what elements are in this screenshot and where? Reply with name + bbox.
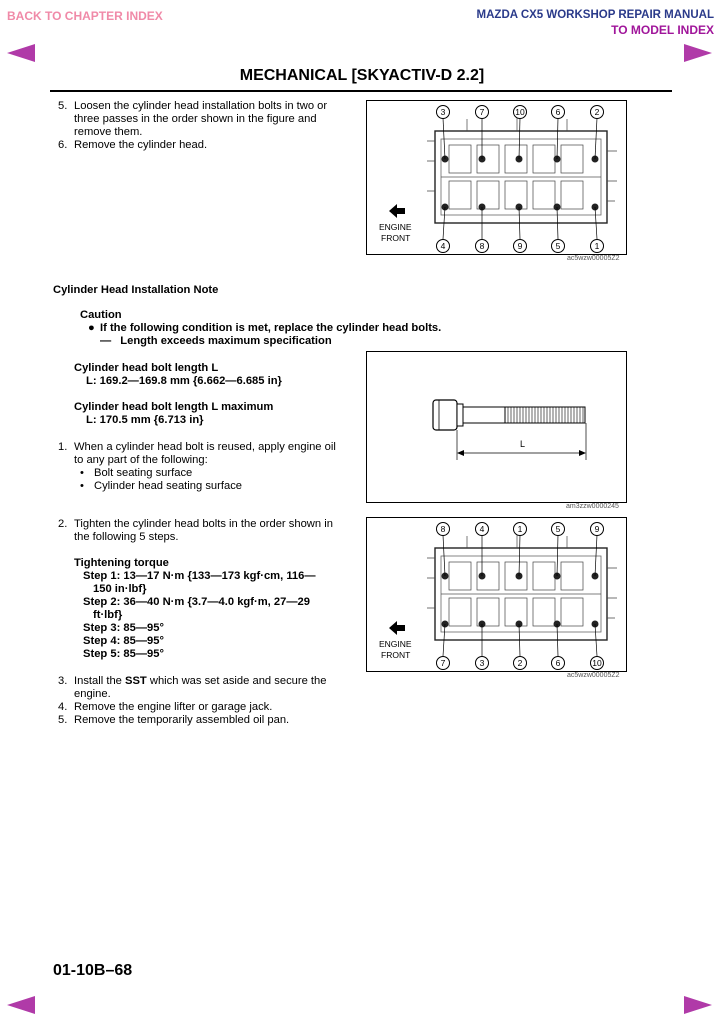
bolt-number: 6 bbox=[551, 105, 565, 119]
torque-step: Step 2: 36—40 N·m {3.7—4.0 kgf·m, 27—29 bbox=[83, 596, 310, 608]
bolt-number: 1 bbox=[513, 522, 527, 536]
list-item bbox=[58, 480, 343, 493]
step-text: Loosen the cylinder head installation bolts in two or three passes in the order shown in the figure and remove them. bbox=[74, 100, 328, 138]
torque-step-continued: 150 in·lbf} bbox=[93, 583, 147, 595]
figure-bolt-length bbox=[366, 351, 627, 503]
next-page-arrow-icon[interactable] bbox=[684, 996, 712, 1014]
torque-step: Step 4: 85—95° bbox=[83, 635, 164, 647]
step-item bbox=[58, 701, 348, 714]
step-number: 4. bbox=[58, 701, 68, 713]
step-number: 5. bbox=[58, 100, 68, 112]
step-text: Remove the cylinder head. bbox=[74, 139, 208, 151]
step-number: 5. bbox=[58, 714, 68, 726]
caution-dash bbox=[100, 335, 332, 348]
dimension-label: L bbox=[520, 439, 526, 449]
figure-code: ac5wzw00005Z2 bbox=[567, 255, 620, 262]
sst-term: SST bbox=[125, 675, 147, 687]
bullet-icon: ● bbox=[88, 322, 95, 334]
caution-bullet-text: If the following condition is met, replace the cylinder head bolts. bbox=[100, 322, 442, 334]
section-heading: Cylinder Head Installation Note bbox=[53, 284, 219, 296]
step-item bbox=[58, 139, 348, 152]
step-text: Tighten the cylinder head bolts in the order shown in the following 5 steps. bbox=[74, 518, 333, 543]
bolt-number: 6 bbox=[551, 656, 565, 670]
bolt-number: 3 bbox=[475, 656, 489, 670]
caution-label: Caution bbox=[80, 309, 122, 321]
torque-step: Step 1: 13—17 N·m {133—173 kgf·cm, 116— bbox=[83, 570, 316, 582]
bolt-number: 9 bbox=[590, 522, 604, 536]
bullet-icon: • bbox=[80, 480, 84, 492]
manual-title: MAZDA CX5 WORKSHOP REPAIR MANUAL bbox=[476, 9, 714, 21]
spec-length-label: Cylinder head bolt length L bbox=[74, 362, 219, 374]
step-number: 3. bbox=[58, 675, 68, 687]
install-step-1 bbox=[58, 441, 343, 493]
install-step-2 bbox=[58, 518, 343, 544]
bolt-number: 10 bbox=[513, 105, 527, 119]
bolt-number: 10 bbox=[590, 656, 604, 670]
step-text: which was set aside and secure the engine. bbox=[74, 675, 327, 700]
bolt-number: 3 bbox=[436, 105, 450, 119]
spec-length-value: L: 169.2—169.8 mm {6.662—6.685 in} bbox=[86, 375, 282, 387]
caution-dash-text: Length exceeds maximum specification bbox=[120, 335, 332, 347]
step-text: Remove the temporarily assembled oil pan. bbox=[74, 714, 290, 726]
prev-page-arrow-icon[interactable] bbox=[7, 44, 35, 62]
prev-page-arrow-icon[interactable] bbox=[7, 996, 35, 1014]
step-number: 6. bbox=[58, 139, 68, 151]
final-steps bbox=[58, 675, 348, 727]
engine-label: ENGINE bbox=[379, 639, 412, 649]
torque-steps bbox=[83, 570, 353, 661]
torque-step-continued: ft·lbf} bbox=[93, 609, 123, 621]
dash-icon: — bbox=[100, 335, 112, 347]
spec-max-label: Cylinder head bolt length L maximum bbox=[74, 401, 274, 413]
spec-max-value: L: 170.5 mm {6.713 in} bbox=[86, 414, 204, 426]
step-text: When a cylinder head bolt is reused, apply engine oil to any part of the following: bbox=[74, 441, 336, 466]
bullet-text: Cylinder head seating surface bbox=[94, 480, 243, 492]
list-item bbox=[58, 467, 343, 480]
bolt-number: 7 bbox=[436, 656, 450, 670]
bolt-number: 2 bbox=[513, 656, 527, 670]
torque-step: Step 5: 85—95° bbox=[83, 648, 164, 660]
page-number: 01-10B–68 bbox=[53, 962, 133, 979]
step-number: 1. bbox=[58, 441, 68, 453]
bolt-number: 5 bbox=[551, 522, 565, 536]
bolt-number: 4 bbox=[436, 239, 450, 253]
bolt-number: 5 bbox=[551, 239, 565, 253]
torque-heading: Tightening torque bbox=[74, 557, 169, 569]
figure-tighten-order bbox=[366, 517, 627, 672]
bullet-text: Bolt seating surface bbox=[94, 467, 193, 479]
figure-loosen-order bbox=[366, 100, 627, 255]
next-page-arrow-icon[interactable] bbox=[684, 44, 712, 62]
engine-label: ENGINE bbox=[379, 222, 412, 232]
bolt-number: 8 bbox=[475, 239, 489, 253]
figure-code: am3zzw0000245 bbox=[566, 503, 619, 510]
step-item bbox=[58, 100, 348, 139]
removal-steps bbox=[58, 100, 348, 152]
back-to-chapter-index-link[interactable]: BACK TO CHAPTER INDEX bbox=[7, 9, 163, 23]
step-item bbox=[58, 714, 348, 727]
to-model-index-link[interactable]: TO MODEL INDEX bbox=[611, 23, 714, 37]
torque-step: Step 3: 85—95° bbox=[83, 622, 164, 634]
bolt-number: 8 bbox=[436, 522, 450, 536]
front-label: FRONT bbox=[381, 233, 411, 243]
bullet-icon: • bbox=[80, 467, 84, 479]
bolt-number: 7 bbox=[475, 105, 489, 119]
step-text: Install the bbox=[74, 675, 125, 687]
step-item bbox=[58, 675, 348, 701]
title-divider bbox=[50, 90, 672, 92]
bolt-drawing bbox=[367, 352, 626, 502]
figure-code: ac5wzw00005Z2 bbox=[567, 672, 620, 679]
bolt-number: 1 bbox=[590, 239, 604, 253]
bolt-number: 4 bbox=[475, 522, 489, 536]
front-label: FRONT bbox=[381, 650, 411, 660]
step-text: Remove the engine lifter or garage jack. bbox=[74, 701, 273, 713]
bolt-number: 9 bbox=[513, 239, 527, 253]
step-number: 2. bbox=[58, 518, 68, 530]
page-title: MECHANICAL [SKYACTIV-D 2.2] bbox=[239, 67, 485, 84]
bolt-number: 2 bbox=[590, 105, 604, 119]
caution-bullet bbox=[88, 322, 488, 335]
